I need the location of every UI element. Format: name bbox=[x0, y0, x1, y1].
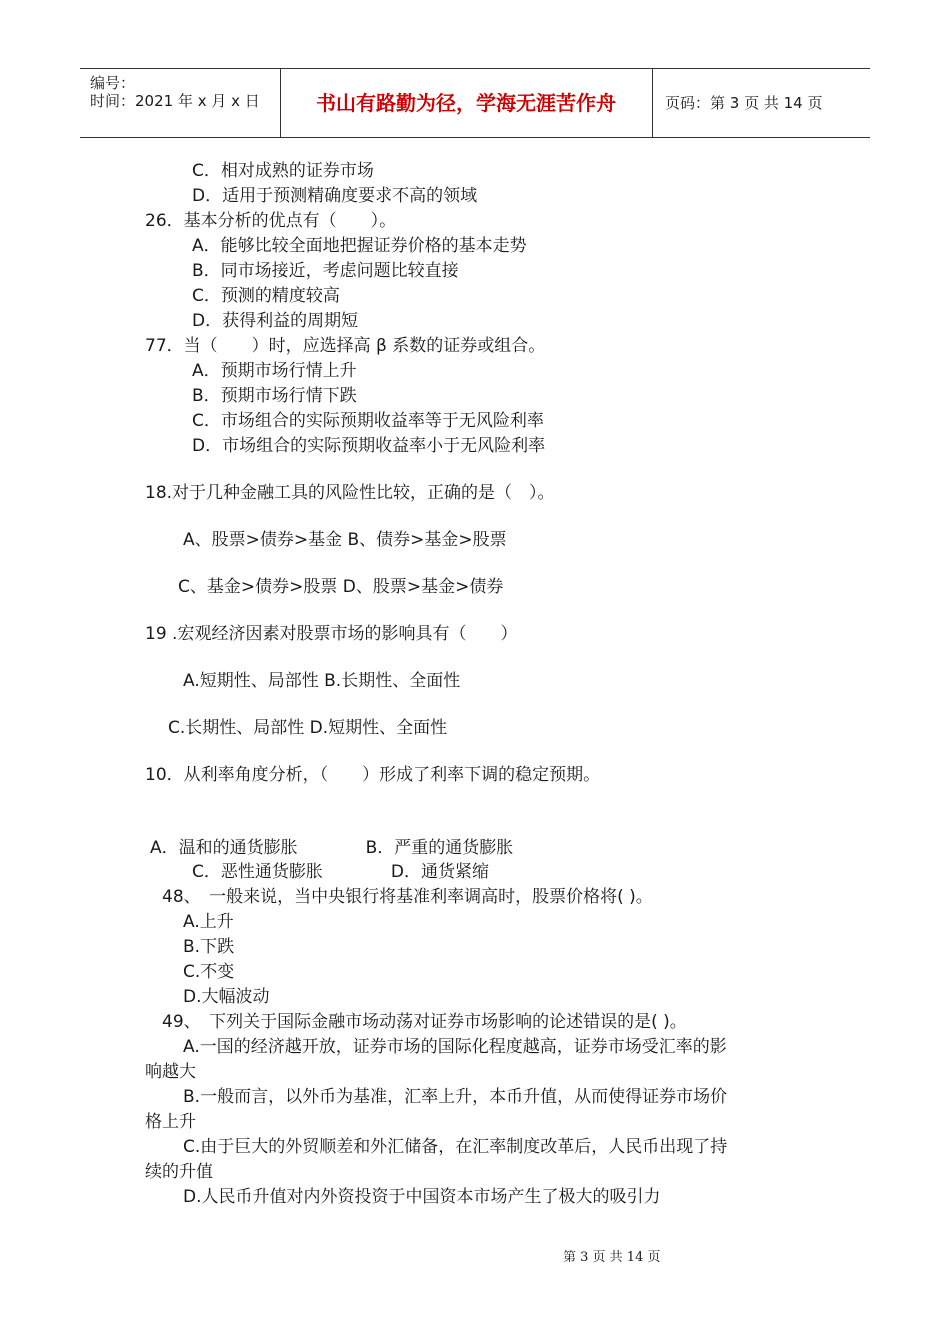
option-line: C．预测的精度较高 bbox=[192, 286, 340, 306]
option-line: C.由于巨大的外贸顺差和外汇储备，在汇率制度改革后，人民币出现了持 bbox=[183, 1137, 728, 1157]
option-line: A．预期市场行情上升 bbox=[192, 361, 357, 381]
option-line: A.短期性、局部性 B.长期性、全面性 bbox=[183, 671, 461, 691]
time-label: 时间：2021 年 x 月 x 日 bbox=[90, 92, 260, 110]
option-line: B.下跌 bbox=[183, 937, 235, 957]
option-line: C.长期性、局部性 D.短期性、全面性 bbox=[168, 718, 448, 738]
header-table bbox=[80, 68, 870, 138]
question-line: 49、 下列关于国际金融市场动荡对证券市场影响的论述错误的是( )。 bbox=[162, 1012, 687, 1032]
option-line: D.大幅波动 bbox=[183, 987, 270, 1007]
option-line: A．能够比较全面地把握证券价格的基本走势 bbox=[192, 236, 527, 256]
option-line: C.不变 bbox=[183, 962, 235, 982]
option-line: B.一般而言，以外币为基准，汇率上升，本币升值，从而使得证券市场价 bbox=[183, 1087, 728, 1107]
page-info: 页码：第 3 页 共 14 页 bbox=[665, 94, 823, 112]
question-line: 19 .宏观经济因素对股票市场的影响具有（ ） bbox=[145, 624, 518, 644]
option-line: C、基金>债券>股票 D、股票>基金>债券 bbox=[178, 577, 504, 597]
question-line: 77．当（ ）时，应选择高 β 系数的证券或组合。 bbox=[145, 336, 546, 356]
option-line: D．获得利益的周期短 bbox=[192, 311, 359, 331]
motto: 书山有路勤为径，学海无涯苦作舟 bbox=[280, 69, 653, 137]
option-line: A、股票>债券>基金 B、债券>基金>股票 bbox=[183, 530, 507, 550]
question-line: 18.对于几种金融工具的风险性比较，正确的是（ ）。 bbox=[145, 483, 555, 503]
option-line: B．同市场接近，考虑问题比较直接 bbox=[192, 261, 459, 281]
question-line: 26．基本分析的优点有（ ）。 bbox=[145, 211, 397, 231]
option-line: A.上升 bbox=[183, 912, 234, 932]
option-line: C．相对成熟的证券市场 bbox=[192, 161, 374, 181]
option-line: A.一国的经济越开放，证券市场的国际化程度越高，证券市场受汇率的影 bbox=[183, 1037, 727, 1057]
footer-page-number: 第 3 页 共 14 页 bbox=[563, 1250, 661, 1265]
option-line-cont: 格上升 bbox=[145, 1112, 196, 1132]
option-line-cont: 续的升值 bbox=[145, 1162, 213, 1182]
question-line: 10．从利率角度分析，（ ）形成了利率下调的稳定预期。 bbox=[145, 765, 601, 785]
header-meta-cell bbox=[80, 69, 281, 137]
option-line: D．市场组合的实际预期收益率小于无风险利率 bbox=[192, 436, 546, 456]
option-line: B．预期市场行情下跌 bbox=[192, 386, 357, 406]
option-line: C．市场组合的实际预期收益率等于无风险利率 bbox=[192, 411, 544, 431]
number-label: 编号： bbox=[90, 74, 136, 92]
option-line: D.人民币升值对内外资投资于中国资本市场产生了极大的吸引力 bbox=[183, 1187, 661, 1207]
option-line: A．温和的通货膨胀 B．严重的通货膨胀 bbox=[150, 838, 514, 858]
option-line: D．适用于预测精确度要求不高的领域 bbox=[192, 186, 478, 206]
option-line-cont: 响越大 bbox=[145, 1062, 196, 1082]
option-line: C．恶性通货膨胀 D．通货紧缩 bbox=[192, 862, 489, 882]
question-line: 48、 一般来说，当中央银行将基准利率调高时，股票价格将( )。 bbox=[162, 887, 653, 907]
